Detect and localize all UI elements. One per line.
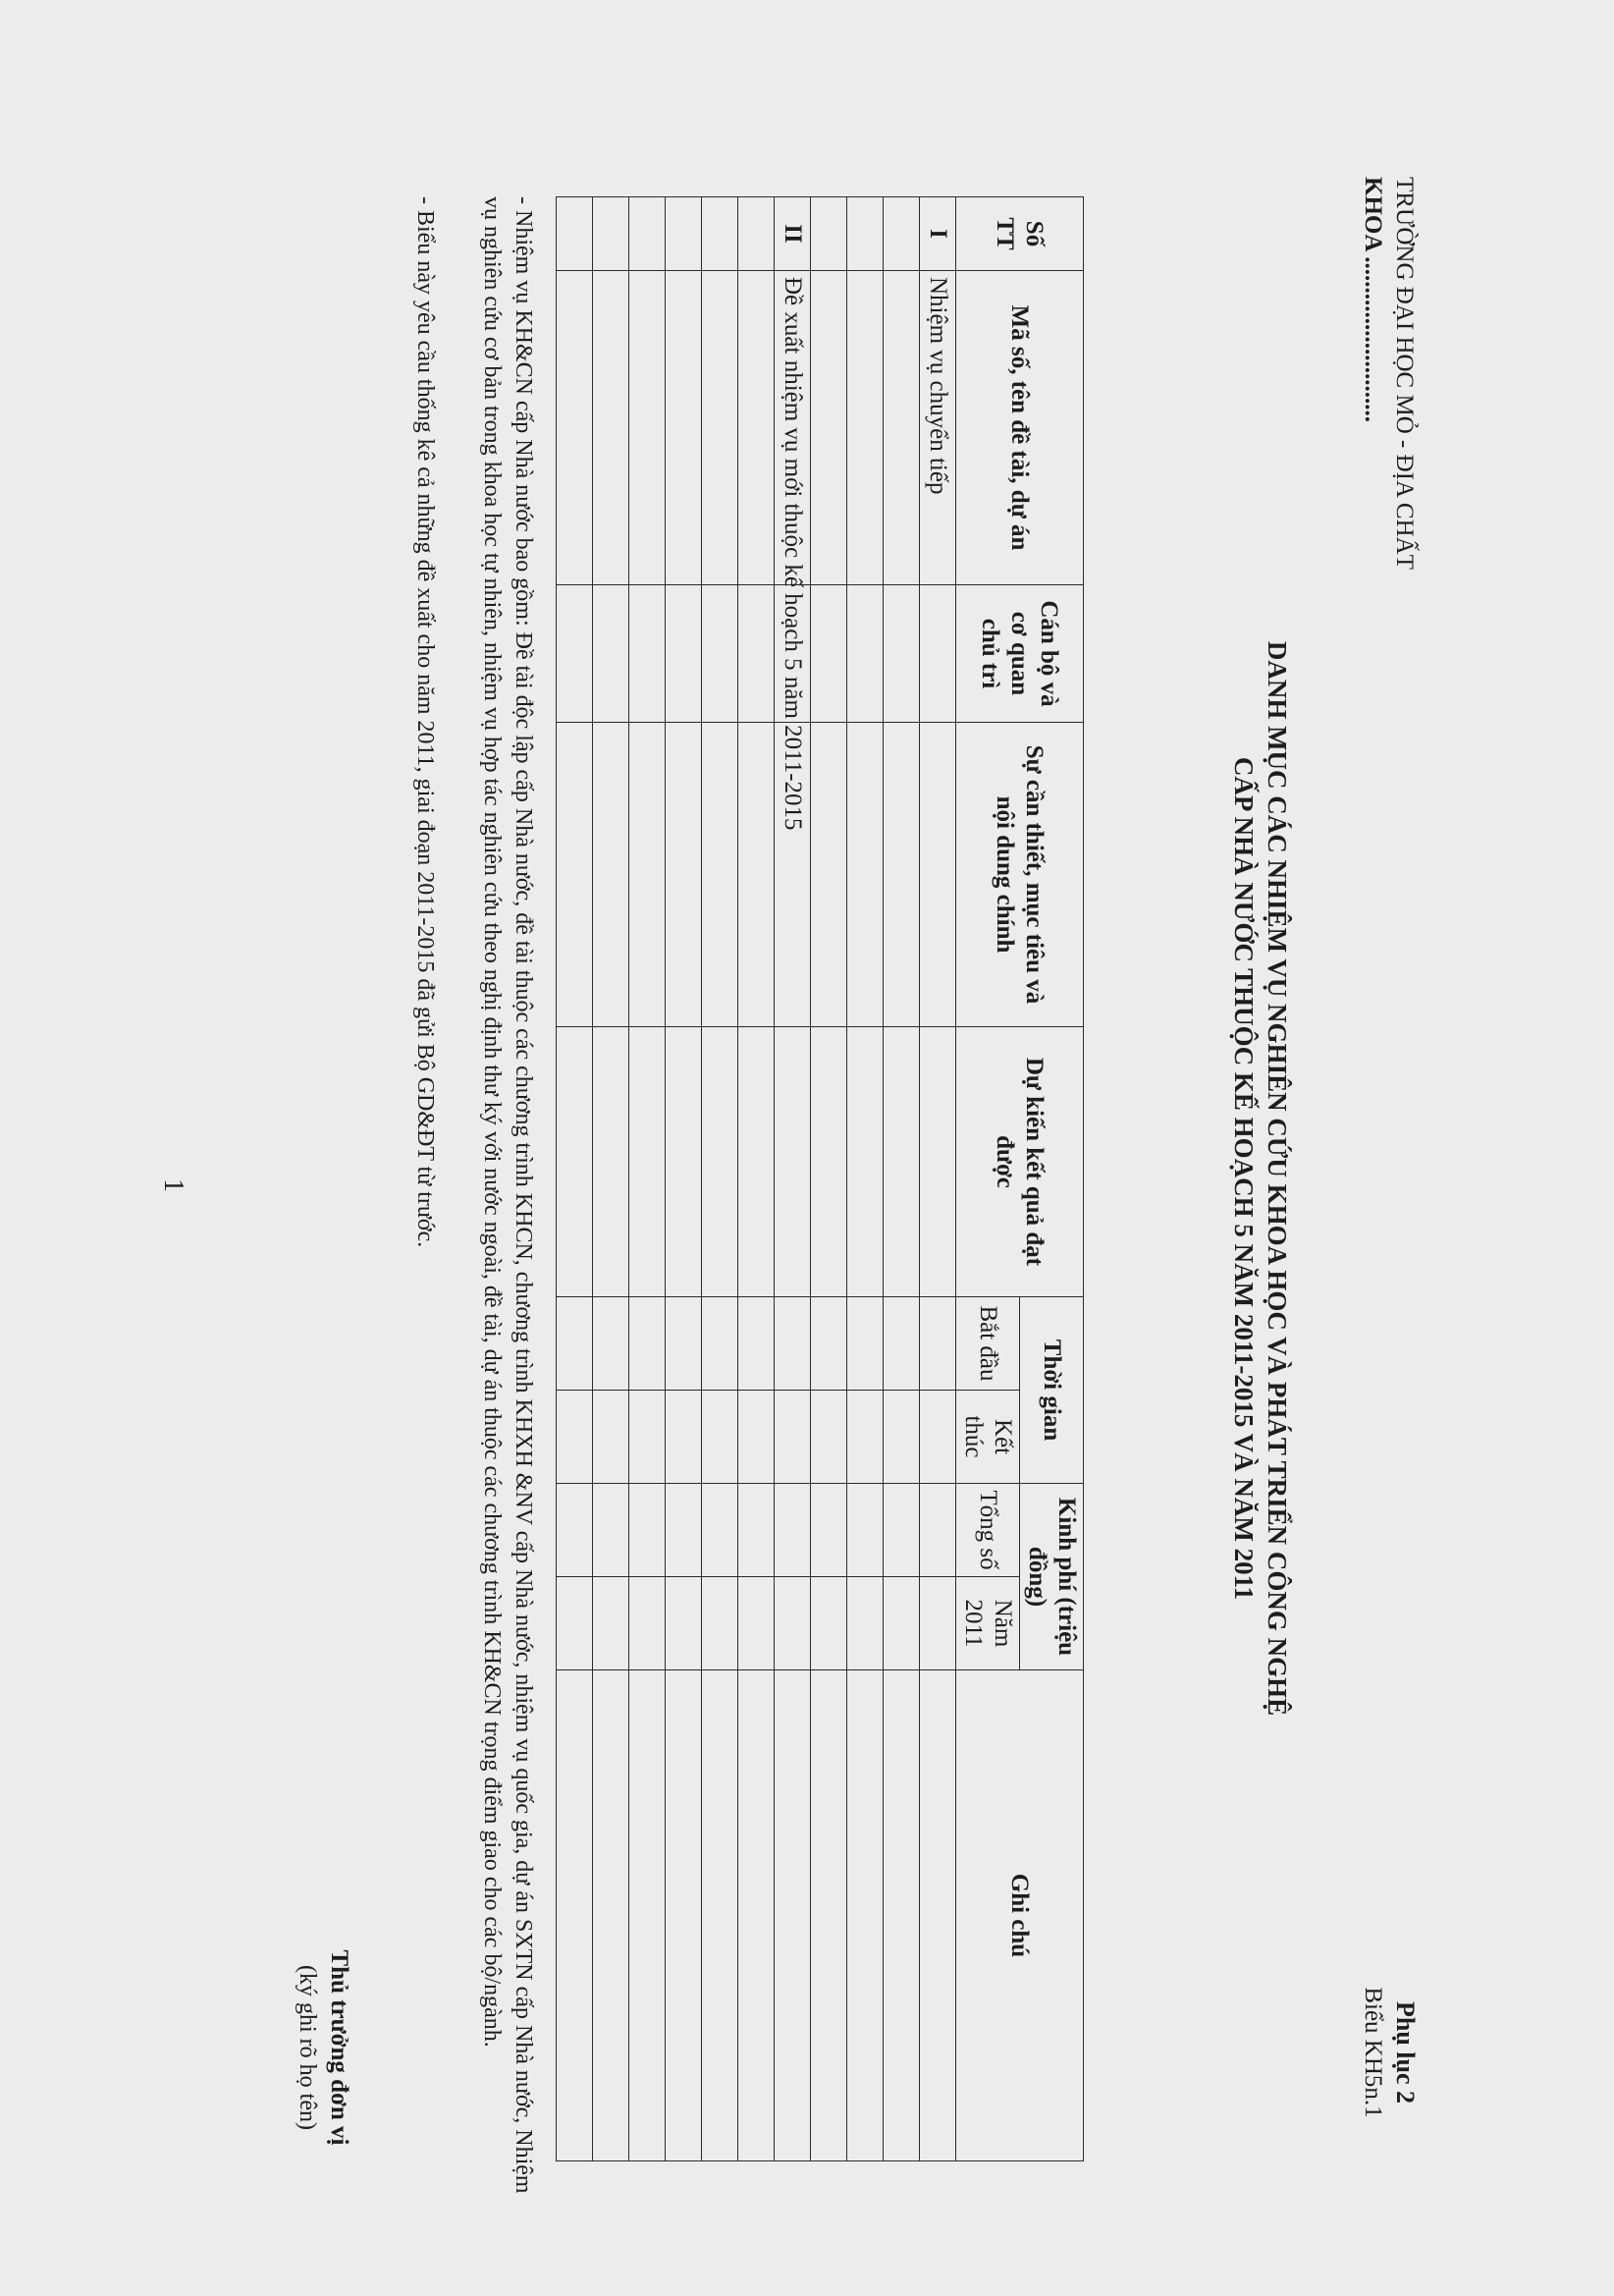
header-expected: Dự kiến kết quả đạt được <box>956 1027 1084 1297</box>
section-label: Nhiệm vụ chuyển tiếp <box>920 271 956 585</box>
header-stt: Số TT <box>956 197 1084 271</box>
document-title-line2: CẤP NHÀ NƯỚC THUỘC KẾ HOẠCH 5 NĂM 2011-2015 VÀ NĂM 2011 <box>1229 756 1259 1601</box>
header-code-name: Mã số, tên đề tài, dự án <box>956 271 1084 585</box>
page-number: 1 <box>158 1178 188 1192</box>
table-row-section-1 <box>920 197 956 2161</box>
form-code: Biểu KH5n.1 <box>1360 1987 1386 2118</box>
footnote-scope: - Nhiệm vụ KH&CN cấp Nhà nước bao gồm: Đề tài độc lập cấp Nhà nước, đề tài thuộc các chương trình KHCN, chương trình KHXH &NV cấp Nhà nước, nhiệm vụ quốc gia, dự án SXTN cấp Nhà nước, Nhiệm vụ nghiên cứu cơ bản trong khoa học tự nhiên, nhiệm vụ hợp tác nghiên cứu theo nghị định thư ký với nước ngoài, đề tài, dự án thuộc các chương trình KH&CN trọng điểm giao cho các bộ/ngành. <box>479 196 536 2194</box>
table-row <box>557 197 593 2161</box>
table-row <box>666 197 702 2161</box>
table-row <box>629 197 666 2161</box>
header-funding-2011: Năm 2011 <box>956 1577 1020 1670</box>
header-funding-total: Tổng số <box>956 1484 1020 1577</box>
header-time-start: Bắt đầu <box>956 1297 1020 1391</box>
header-time-end: Kết thúc <box>956 1391 1020 1484</box>
table-row <box>884 197 920 2161</box>
table-row <box>702 197 738 2161</box>
table-row <box>738 197 775 2161</box>
header-funding: Kinh phí (triệu đồng) <box>1020 1484 1084 1670</box>
header-necessity: Sự cần thiết, mục tiêu và nội dung chính <box>956 723 1084 1027</box>
signature-instruction: (ký ghi rõ họ tên) <box>295 1965 320 2130</box>
appendix-label: Phụ lục 2 <box>1391 2000 1420 2105</box>
header-time: Thời gian <box>1020 1297 1084 1484</box>
faculty-name: KHOA ........................... <box>1360 177 1386 423</box>
table-row <box>811 197 847 2161</box>
footnote-requirement: - Biểu này yêu cầu thống kê cả những đề xuất cho năm 2011, giai đoạn 2011-2015 đã gửi Bộ GD&ĐT từ trước. <box>412 196 438 1248</box>
section-label: Đề xuất nhiệm vụ mới thuộc kế hoạch 5 năm 2011-2015 <box>775 271 811 585</box>
section-number: II <box>775 197 811 271</box>
section-number: I <box>920 197 956 271</box>
table-row-section-2 <box>775 197 811 2161</box>
signature-title: Thủ trưởng đơn vị <box>326 1949 352 2146</box>
school-name: TRƯỜNG ĐẠI HỌC MỎ - ĐỊA CHẤT <box>1391 177 1418 570</box>
header-host: Cán bộ và cơ quan chủ trì <box>956 585 1084 723</box>
header-notes: Ghi chú <box>956 1670 1084 2161</box>
task-table <box>556 196 1084 2161</box>
table-row <box>593 197 629 2161</box>
table-row <box>847 197 884 2161</box>
document-title-line1: DANH MỤC CÁC NHIỆM VỤ NGHIÊN CỨU KHOA HỌC VÀ PHÁT TRIỂN CÔNG NGHỆ <box>1263 640 1292 1717</box>
